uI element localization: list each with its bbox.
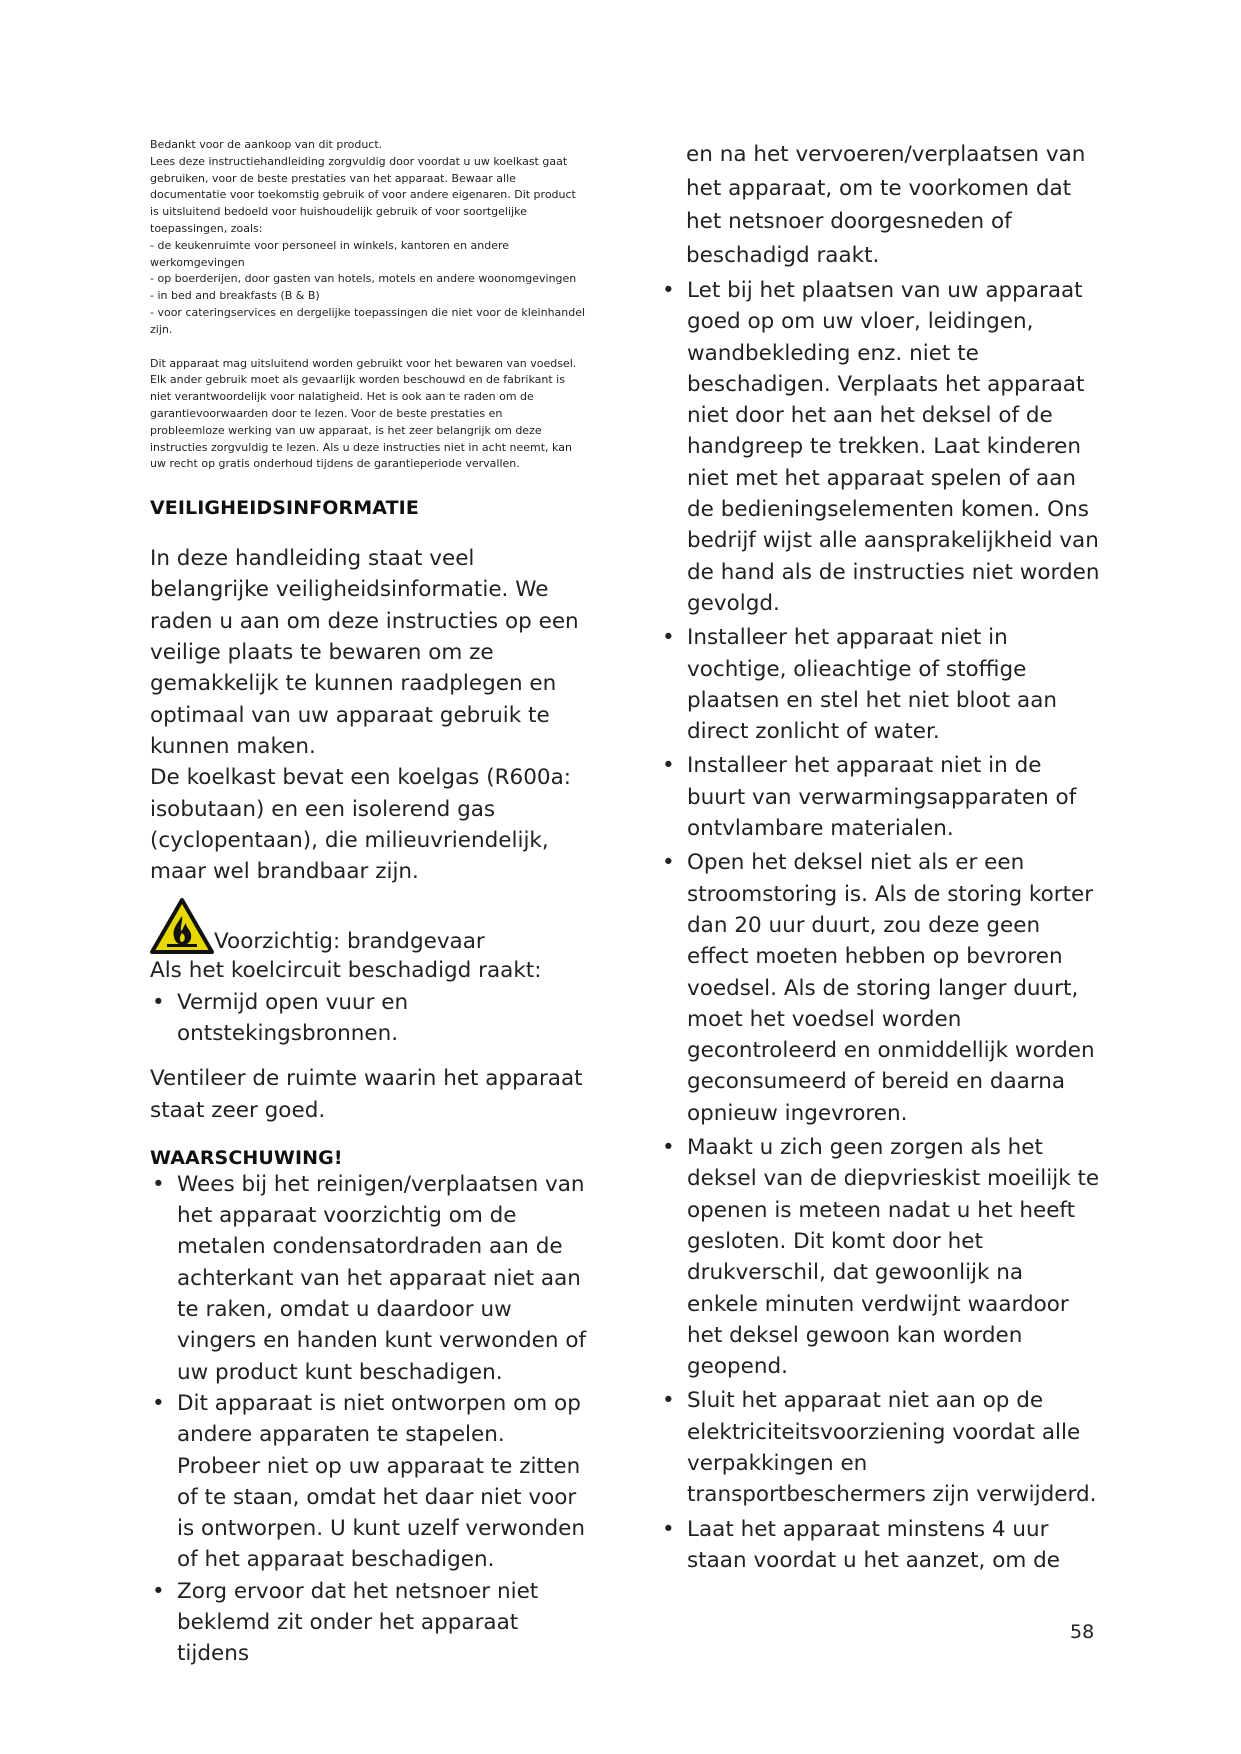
list-item: • Dit apparaat is niet ontworpen om op andere apparaten te stapelen. Probeer niet op uw apparaat te zitten of te staan, omdat het daar niet voor is ontworpen. U kunt uzelf verwonden of het apparaat beschadigen. bbox=[150, 1388, 590, 1576]
caution-row bbox=[150, 898, 590, 955]
bullet: • bbox=[662, 850, 675, 876]
safety-body: In deze handleiding staat veel belangrijke veiligheidsinformatie. We raden u aan om deze instructies op een veilige plaats te bewaren om ze gemakkelijk te kunnen raadplegen en optimaal van uw apparaat gebruik te kunnen maken. bbox=[150, 546, 579, 759]
list-item: • Open het deksel niet als er een stroomstoring is. Als de storing korter dan 20 uur duurt, zou deze geen effect moeten hebben op bevroren voedsel. Als de storing langer duurt, moet het voedsel worden gecontroleerd en onmiddellijk worden geconsumeerd of bereid en daarna opnieuw ingevroren. bbox=[660, 847, 1100, 1129]
caution-text: Voorzichtig: brandgevaar bbox=[214, 929, 485, 955]
bullet: • bbox=[152, 989, 165, 1015]
list-item: • Let bij het plaatsen van uw apparaat goed op om uw vloer, leidingen, wandbekleding enz. niet te beschadigen. Verplaats het apparaat niet door het aan het deksel of de handgreep te trekken. Laat kinderen niet met het apparaat spelen of aan de bedieningselementen komen. Ons bedrijf wijst alle aansprakelijkheid van de hand als de instructies niet worden gevolgd. bbox=[660, 275, 1100, 619]
warning-list-left bbox=[150, 1169, 590, 1670]
bullet: • bbox=[662, 1135, 675, 1161]
usage-paragraph: Dit apparaat mag uitsluitend worden gebruikt voor het bewaren van voedsel. Elk ander gebruik moet als gevaarlijk worden beschouwd en de fabrikant is niet verantwoordelijk voor nalatigheid. Het is ook aan te raden om de garantievoorwaarden door te lezen. Voor de beste prestaties en probleemloze werking van uw apparaat, is het zeer belangrijk om deze instructies zorgvuldig te lezen. Als u deze instructies niet in acht neemt, kan uw recht op gratis onderhoud tijdens de garantieperiode vervallen. bbox=[150, 356, 577, 471]
intro-paragraph: Bedankt voor de aankoop van dit product. Lees deze instructiehandleiding zorgvuldig door voordat u uw koelkast gaat gebruiken, voor de beste prestaties van het apparaat. Bewaar alle documentatie voor toekomstig gebruik of voor andere eigenaren. Dit product is uitsluitend bedoeld voor huishoudelijk gebruik of voor soortgelijke toepassingen, zoals: - de keukenruimte voor personeel in winkels, kantoren en andere werkomgevingen - op boerderijen, door gasten van hotels, motels en andere woonomgevingen - in bed and breakfasts (B & B) - voor cateringservices en dergelijke toepassingen die niet voor de kleinhandel zijn. bbox=[150, 138, 586, 336]
bullet: • bbox=[152, 1390, 165, 1416]
list-item: • Laat het apparaat minstens 4 uur staan voordat u het aanzet, om de bbox=[660, 1514, 1100, 1577]
list-item: • Maakt u zich geen zorgen als het deksel van de diepvrieskist moeilijk te openen is meteen nadat u het heeft gesloten. Dit komt door het drukverschil, dat gewoonlijk na enkele minuten verdwijnt waardoor het deksel gewoon kan worden geopend. bbox=[660, 1132, 1100, 1382]
warning-list-right bbox=[660, 275, 1100, 1576]
circuit-text: Als het koelcircuit beschadigd raakt: bbox=[150, 958, 542, 984]
bullet: • bbox=[662, 278, 675, 303]
list-item: • Installeer het apparaat niet in de buurt van verwarmingsapparaten of ontvlambare materialen. bbox=[660, 750, 1100, 844]
list-item: • Zorg ervoor dat het netsnoer niet beklemd zit onder het apparaat tijdens bbox=[150, 1576, 590, 1670]
continued-text: en na het vervoeren/verplaatsen van het apparaat, om te voorkomen dat het netsnoer doorgesneden of beschadigd raakt. bbox=[686, 142, 1086, 268]
bullet: • bbox=[152, 1171, 165, 1197]
gas-info: De koelkast bevat een koelgas (R600a: isobutaan) en een isolerend gas (cyclopentaan), die milieuvriendelijk, maar wel brandbaar zijn. bbox=[150, 765, 572, 885]
flammable-warning-icon bbox=[150, 898, 214, 955]
ventilate-text: Ventileer de ruimte waarin het apparaat staat zeer goed. bbox=[150, 1066, 583, 1123]
page-number: 58 bbox=[1070, 1621, 1095, 1643]
list-item: • Vermijd open vuur en ontstekingsbronnen. bbox=[150, 987, 590, 1050]
bullet: • bbox=[662, 625, 675, 651]
left-column bbox=[150, 137, 590, 1670]
bullet: • bbox=[662, 1388, 675, 1414]
safety-heading: VEILIGHEIDSINFORMATIE bbox=[150, 497, 419, 520]
warning-heading: WAARSCHUWING! bbox=[150, 1146, 343, 1169]
bullet: • bbox=[662, 753, 675, 779]
bullet: • bbox=[152, 1578, 165, 1604]
bullet: • bbox=[662, 1516, 675, 1542]
list-item: • Wees bij het reinigen/verplaatsen van het apparaat voorzichtig om de metalen condensatordraden aan de achterkant van het apparaat niet aan te raken, omdat u daardoor uw vingers en handen kunt verwonden of uw product kunt beschadigen. bbox=[150, 1169, 590, 1388]
list-item: • Installeer het apparaat niet in vochtige, olieachtige of stoffige plaatsen en stel het niet bloot aan direct zonlicht of water. bbox=[660, 622, 1100, 747]
list-item: • Sluit het apparaat niet aan op de elektriciteitsvoorziening voordat alle verpakkingen en transportbeschermers zijn verwijderd. bbox=[660, 1385, 1100, 1510]
flame-list bbox=[150, 987, 590, 1050]
right-column bbox=[660, 138, 1100, 1576]
